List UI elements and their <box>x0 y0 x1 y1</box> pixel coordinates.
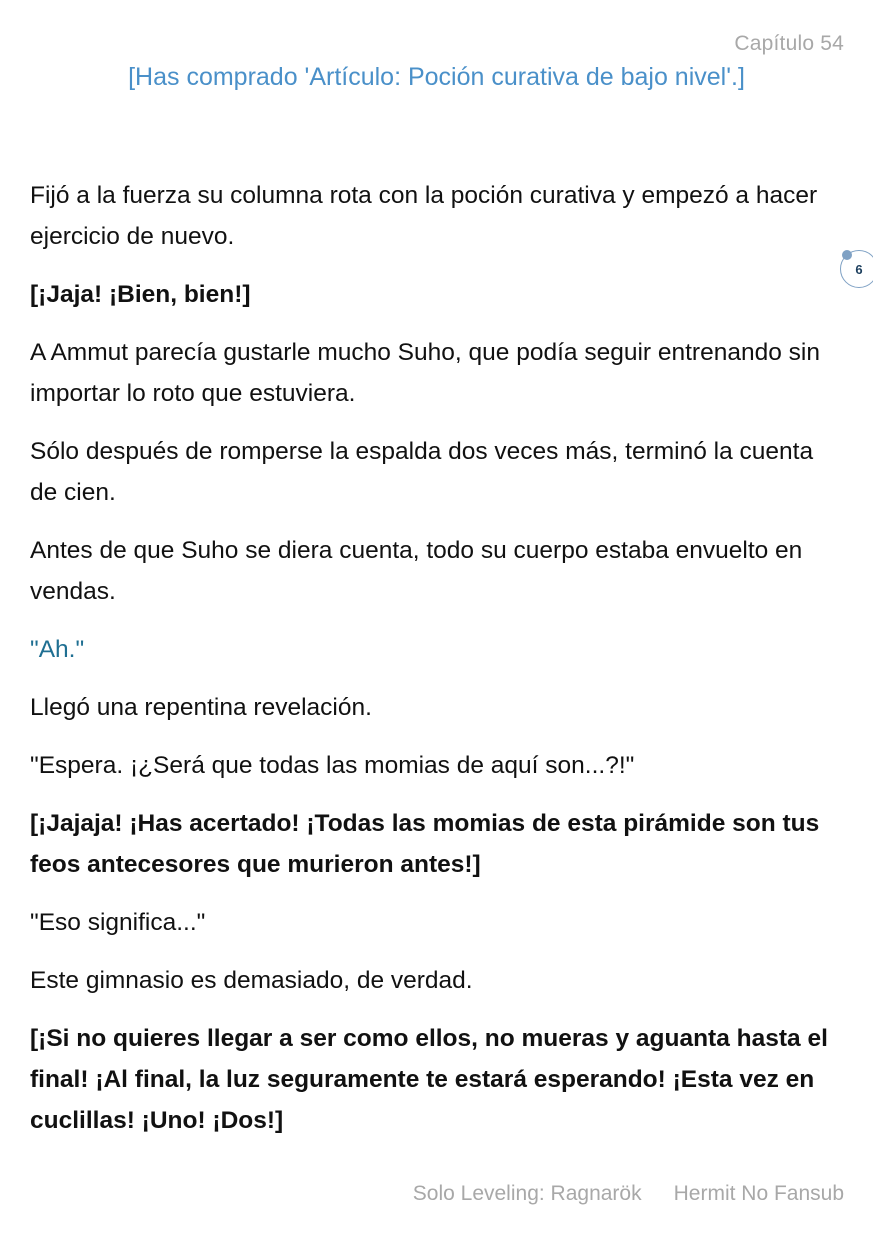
paragraph: Este gimnasio es demasiado, de verdad. <box>30 967 473 994</box>
system-dialogue: [¡Jaja! ¡Bien, bien!] <box>30 281 251 308</box>
badge-dot-icon <box>842 250 852 260</box>
page-footer <box>413 1182 844 1206</box>
system-dialogue: [¡Si no quieres llegar a ser como ellos, no mueras y aguanta hasta el final! ¡Al final, la luz seguramente te estará esperando! ¡Esta vez en cuclillas! ¡Uno! ¡Dos!] <box>30 1025 828 1134</box>
chapter-label: Capítulo 54 <box>734 32 844 55</box>
paragraph: Antes de que Suho se diera cuenta, todo su cuerpo estaba envuelto en vendas. <box>30 537 803 605</box>
paragraph: Fijó a la fuerza su columna rota con la poción curativa y empezó a hacer ejercicio de nuevo. <box>30 182 818 250</box>
paragraph: Llegó una repentina revelación. <box>30 694 372 721</box>
highlighted-dialogue: "Ah." <box>30 636 85 663</box>
paragraph: A Ammut parecía gustarle mucho Suho, que podía seguir entrenando sin importar lo roto que estuviera. <box>30 339 820 407</box>
paragraph: Sólo después de romperse la espalda dos veces más, terminó la cuenta de cien. <box>30 438 814 506</box>
system-message: [Has comprado 'Artículo: Poción curativa de bajo nivel'.] <box>128 63 745 91</box>
chapter-body <box>30 175 840 1158</box>
system-dialogue: [¡Jajaja! ¡Has acertado! ¡Todas las momias de esta pirámide son tus feos antecesores que murieron antes!] <box>30 810 820 878</box>
series-title: Solo Leveling: Ragnarök <box>412 1182 642 1205</box>
translator-group: Hermit No Fansub <box>673 1182 844 1205</box>
dialogue: "Eso significa..." <box>30 909 206 936</box>
page-number: 6 <box>855 261 863 277</box>
dialogue: "Espera. ¡¿Será que todas las momias de aquí son...?!" <box>30 752 635 779</box>
